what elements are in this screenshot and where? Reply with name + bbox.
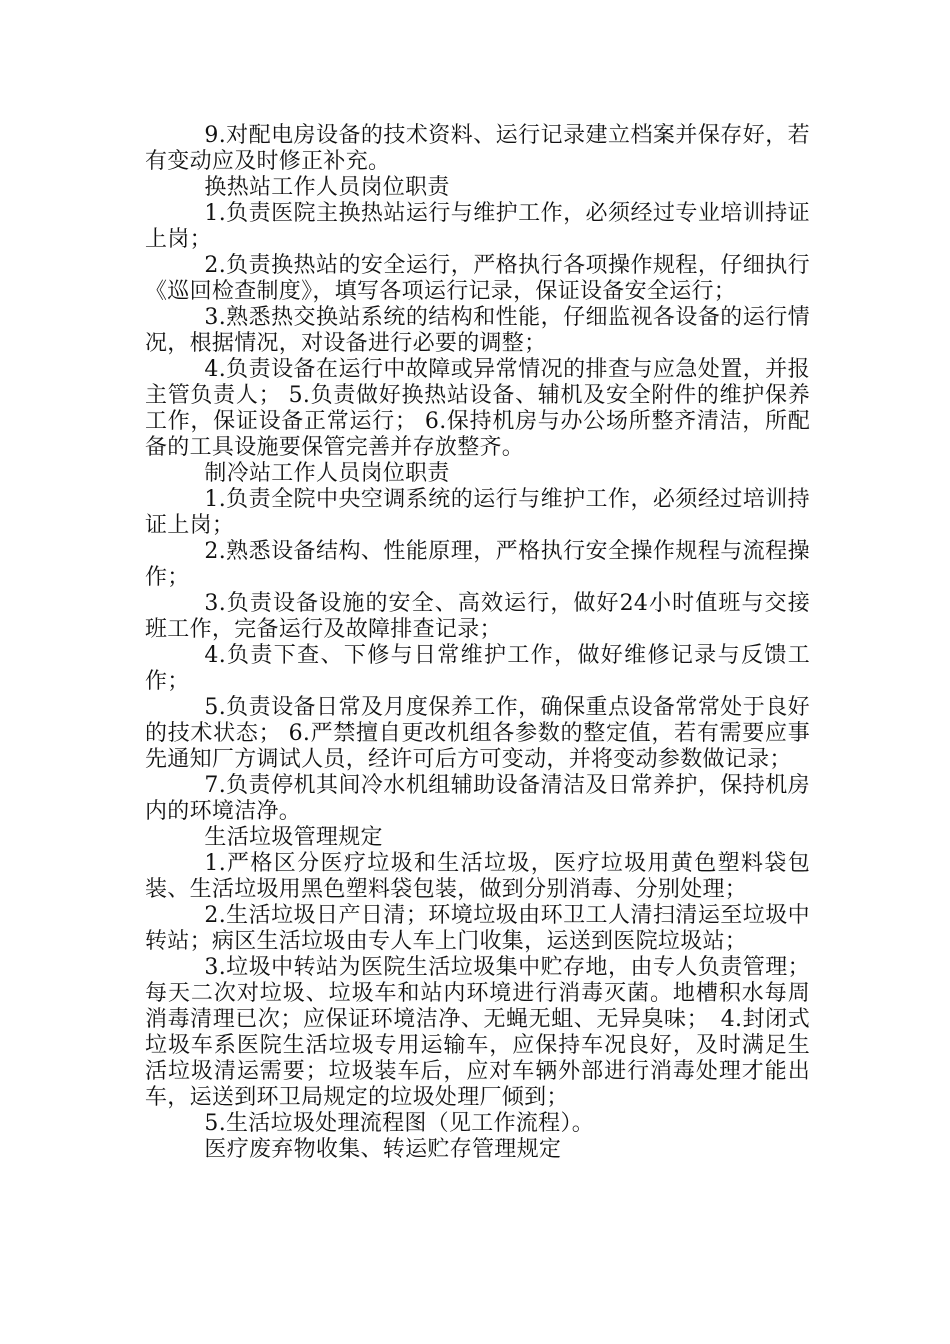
paragraph-waste-item-5: 5.生活垃圾处理流程图（见工作流程）。 xyxy=(204,1111,595,1136)
paragraph-heat-exchange-item-4-6: 4.负责设备在运行中故障或异常情况的排查与应急处置，并报主管负责人； 5.负责做好换热站设备、辅机及安全附件的维护保养工作，保证设备正常运行； 6.保持机房与办公场所整齐清洁，所配备的工具设施要保管完善并存放整齐。 xyxy=(145,357,810,460)
paragraph-refrigeration-item-3: 3.负责设备设施的安全、高效运行，做好24小时值班与交接班工作，完备运行及故障排查记录； xyxy=(145,591,810,642)
paragraph-heat-exchange-item-1: 1.负责医院主换热站运行与维护工作，必须经过专业培训持证上岗； xyxy=(145,201,810,252)
document-body xyxy=(145,123,810,1163)
paragraph-waste-item-2: 2.生活垃圾日产日清；环境垃圾由环卫工人清扫清运至垃圾中转站；病区生活垃圾由专人车上门收集，运送到医院垃圾站； xyxy=(145,903,810,954)
paragraph-refrigeration-item-1: 1.负责全院中央空调系统的运行与维护工作，必须经过培训持证上岗； xyxy=(145,487,810,538)
paragraph-waste-item-1: 1.严格区分医疗垃圾和生活垃圾，医疗垃圾用黄色塑料袋包装、生活垃圾用黑色塑料袋包装，做到分别消毒、分别处理； xyxy=(145,851,810,902)
paragraph-heat-exchange-item-3: 3.熟悉热交换站系统的结构和性能，仔细监视各设备的运行情况，根据情况，对设备进行必要的调整； xyxy=(145,305,810,356)
heading-domestic-waste-rules: 生活垃圾管理规定 xyxy=(204,825,383,850)
heading-heat-exchange-duties: 换热站工作人员岗位职责 xyxy=(204,175,450,200)
paragraph-refrigeration-item-2: 2.熟悉设备结构、性能原理，严格执行安全操作规程与流程操作； xyxy=(145,539,810,590)
paragraph-refrigeration-item-4: 4.负责下查、下修与日常维护工作，做好维修记录与反馈工作； xyxy=(145,643,810,694)
heading-refrigeration-duties: 制冷站工作人员岗位职责 xyxy=(204,461,450,486)
heading-medical-waste-rules: 医疗废弃物收集、转运贮存管理规定 xyxy=(204,1137,562,1162)
paragraph-refrigeration-item-5-6: 5.负责设备日常及月度保养工作，确保重点设备常常处于良好的技术状态； 6.严禁擅自更改机组各参数的整定值，若有需要应事先通知厂方调试人员，经许可后方可变动，并将变动参数做记录； xyxy=(145,695,810,772)
paragraph-refrigeration-item-7: 7.负责停机其间冷水机组辅助设备清洁及日常养护，保持机房内的环境洁净。 xyxy=(145,773,810,824)
paragraph-heat-exchange-item-2: 2.负责换热站的安全运行，严格执行各项操作规程，仔细执行《巡回检查制度》，填写各项运行记录，保证设备安全运行； xyxy=(145,253,810,304)
paragraph-waste-item-3-4: 3.垃圾中转站为医院生活垃圾集中贮存地，由专人负责管理；每天二次对垃圾、垃圾车和站内环境进行消毒灭菌。地槽积水每周消毒清理已次；应保证环境洁净、无蝇无蛆、无异臭味； 4.封闭式垃圾车系医院生活垃圾专用运输车，应保持车况良好，及时满足生活垃圾清运需要；垃圾装车后，应对车辆外部进行消毒处理才能出车，运送到环卫局规定的垃圾处理厂倾到； xyxy=(145,955,810,1110)
paragraph-power-room-item-9: 9.对配电房设备的技术资料、运行记录建立档案并保存好，若有变动应及时修正补充。 xyxy=(145,123,810,174)
